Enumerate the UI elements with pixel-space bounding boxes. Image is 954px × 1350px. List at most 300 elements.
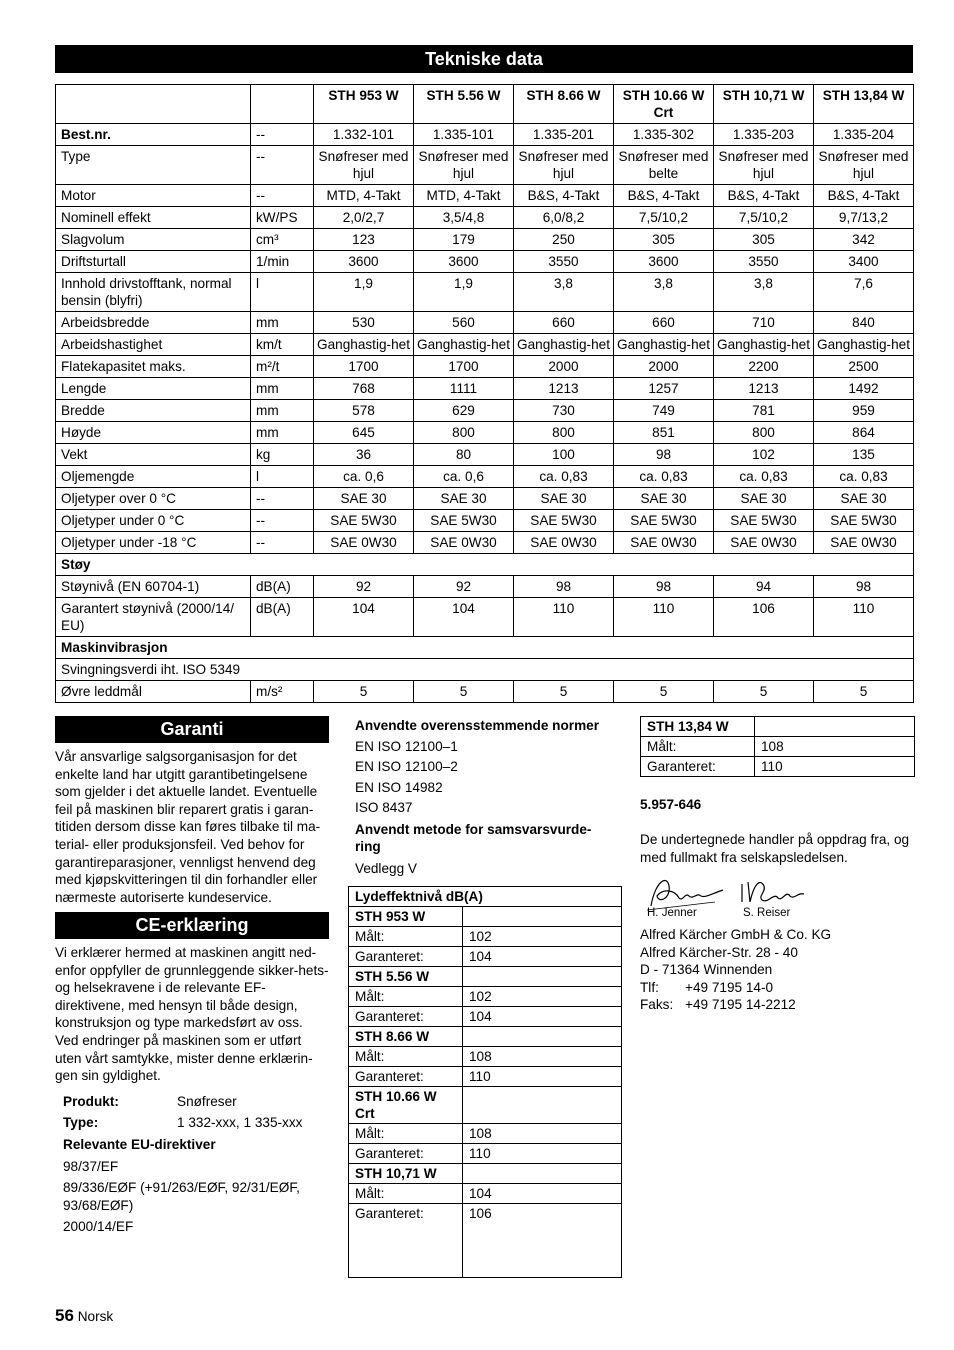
value-cell: SAE 0W30	[814, 532, 914, 554]
sound-guaranteed-row	[349, 1204, 622, 1278]
value-cell: 629	[414, 400, 514, 422]
value-cell: 110	[614, 598, 714, 637]
page-footer	[55, 1306, 113, 1326]
table-row	[56, 681, 914, 703]
table-row	[56, 356, 914, 378]
row-label: Garantert støynivå (2000/14/ EU)	[56, 598, 251, 637]
value-cell: 110	[814, 598, 914, 637]
value-cell: ca. 0,83	[614, 466, 714, 488]
value-cell: 6,0/8,2	[514, 207, 614, 229]
value-cell: 98	[614, 576, 714, 598]
guaranteed-label: Garanteret:	[641, 757, 755, 777]
table-row	[56, 273, 914, 312]
value-cell: 104	[414, 598, 514, 637]
value-cell: 3,8	[514, 273, 614, 312]
company-address	[640, 926, 914, 1014]
tech-data-table	[55, 84, 914, 703]
guaranteed-label: Garanteret:	[349, 1144, 463, 1164]
value-cell: 851	[614, 422, 714, 444]
value-cell: 7,5/10,2	[714, 207, 814, 229]
empty-cell	[463, 967, 622, 987]
value-cell: 1.335-302	[614, 124, 714, 146]
value-cell: 1.335-201	[514, 124, 614, 146]
row-unit: l	[251, 466, 314, 488]
type-row	[63, 1114, 329, 1132]
value-cell: 3,8	[714, 273, 814, 312]
section-label: Maskinvibrasjon	[56, 637, 914, 659]
value-cell: 800	[514, 422, 614, 444]
corner-cell	[56, 85, 251, 124]
sound-measured-row	[349, 1184, 622, 1204]
value-cell: 5	[414, 681, 514, 703]
address-line: Alfred Kärcher-Str. 28 - 40	[640, 944, 798, 960]
empty-cell	[463, 1164, 622, 1184]
value-cell: B&S, 4-Takt	[814, 185, 914, 207]
measured-value: 104	[463, 1184, 622, 1204]
table-section-row	[56, 554, 914, 576]
guaranteed-value: 110	[755, 757, 915, 777]
norm-item: EN ISO 12100–1	[355, 738, 458, 754]
row-label: Slagvolum	[56, 229, 251, 251]
tech-data-heading: Tekniske data	[55, 45, 913, 73]
value-cell: 98	[514, 576, 614, 598]
value-cell: 92	[414, 576, 514, 598]
guaranteed-label: Garanteret:	[349, 1204, 463, 1278]
row-label: Driftsturtall	[56, 251, 251, 273]
value-cell: 9,7/13,2	[814, 207, 914, 229]
signer-name-1: H. Jenner	[647, 907, 697, 919]
value-cell: 5	[314, 681, 414, 703]
sound-table-extra	[640, 716, 915, 777]
value-cell: 104	[314, 598, 414, 637]
value-cell: 98	[814, 576, 914, 598]
sound-guaranteed-row	[349, 1067, 622, 1087]
row-unit: m²/t	[251, 356, 314, 378]
value-cell: Snøfreser med hjul	[714, 146, 814, 185]
row-unit: --	[251, 532, 314, 554]
measured-label: Målt:	[641, 737, 755, 757]
value-cell: 660	[514, 312, 614, 334]
measured-value: 108	[755, 737, 915, 757]
sound-table	[348, 886, 622, 1278]
value-cell: 102	[714, 444, 814, 466]
sound-model-row	[349, 967, 622, 987]
sound-measured-row	[349, 927, 622, 947]
value-cell: ca. 0,83	[514, 466, 614, 488]
table-row	[56, 598, 914, 637]
value-cell: SAE 0W30	[614, 532, 714, 554]
value-cell: ca. 0,6	[314, 466, 414, 488]
table-note-row	[56, 659, 914, 681]
sound-model-row	[349, 1027, 622, 1047]
table-row	[56, 488, 914, 510]
row-label: Best.nr.	[56, 124, 251, 146]
value-cell: 530	[314, 312, 414, 334]
value-cell: SAE 30	[714, 488, 814, 510]
measured-label: Målt:	[349, 1184, 463, 1204]
empty-cell	[755, 717, 915, 737]
note-label: Svingningsverdi iht. ISO 5349	[56, 659, 914, 681]
value-cell: 250	[514, 229, 614, 251]
sound-model-row	[349, 907, 622, 927]
sound-measured-row	[349, 1124, 622, 1144]
type-value: 1 332-xxx, 1 335-xxx	[177, 1115, 303, 1131]
table-row	[56, 185, 914, 207]
value-cell: 94	[714, 576, 814, 598]
table-section-row	[56, 637, 914, 659]
sign-text: De undertegnede handler på oppdrag fra, og med fullmakt fra selskapsledelsen.	[640, 832, 910, 865]
sound-guaranteed-row	[349, 947, 622, 967]
sound-model-name: STH 10.66 W Crt	[349, 1087, 463, 1124]
value-cell: 7,6	[814, 273, 914, 312]
row-unit: mm	[251, 378, 314, 400]
sound-guaranteed-row	[641, 757, 915, 777]
row-label: Øvre leddmål	[56, 681, 251, 703]
row-label: Høyde	[56, 422, 251, 444]
row-unit: kW/PS	[251, 207, 314, 229]
value-cell: 730	[514, 400, 614, 422]
value-cell: 80	[414, 444, 514, 466]
value-cell: 800	[414, 422, 514, 444]
guaranteed-value: 110	[463, 1067, 622, 1087]
sound-measured-row	[641, 737, 915, 757]
value-cell: 749	[614, 400, 714, 422]
value-cell: 5	[614, 681, 714, 703]
empty-cell	[463, 907, 622, 927]
value-cell: 1700	[314, 356, 414, 378]
value-cell: 1700	[414, 356, 514, 378]
value-cell: 840	[814, 312, 914, 334]
value-cell: 1.335-204	[814, 124, 914, 146]
row-label: Type	[56, 146, 251, 185]
garanti-heading: Garanti	[55, 716, 329, 743]
measured-value: 102	[463, 987, 622, 1007]
value-cell: 3,8	[614, 273, 714, 312]
row-label: Motor	[56, 185, 251, 207]
sound-guaranteed-row	[349, 1007, 622, 1027]
value-cell: 3550	[514, 251, 614, 273]
row-unit: 1/min	[251, 251, 314, 273]
value-cell: Ganghastig-het	[514, 334, 614, 356]
value-cell: ca. 0,6	[414, 466, 514, 488]
value-cell: 660	[614, 312, 714, 334]
row-unit: dB(A)	[251, 598, 314, 637]
value-cell: Snøfreser med hjul	[414, 146, 514, 185]
value-cell: 1213	[714, 378, 814, 400]
norm-item: EN ISO 12100–2	[355, 759, 458, 774]
value-cell: SAE 30	[414, 488, 514, 510]
value-cell: Snøfreser med belte	[614, 146, 714, 185]
table-row	[56, 444, 914, 466]
measured-label: Målt:	[349, 987, 463, 1007]
directive-item: 98/37/EF	[63, 1158, 119, 1174]
row-unit: cm³	[251, 229, 314, 251]
value-cell: 1213	[514, 378, 614, 400]
value-cell: SAE 5W30	[414, 510, 514, 532]
phone-value: +49 7195 14-0	[685, 979, 774, 995]
value-cell: 36	[314, 444, 414, 466]
value-cell: SAE 0W30	[314, 532, 414, 554]
sound-measured-row	[349, 1047, 622, 1067]
product-row	[63, 1093, 329, 1111]
measured-value: 108	[463, 1047, 622, 1067]
row-unit: mm	[251, 312, 314, 334]
guaranteed-value: 104	[463, 1007, 622, 1027]
value-cell: 768	[314, 378, 414, 400]
measured-label: Målt:	[349, 1047, 463, 1067]
row-unit: --	[251, 488, 314, 510]
sound-model-name: STH 10,71 W	[349, 1164, 463, 1184]
row-unit: kg	[251, 444, 314, 466]
method-title: Anvendt metode for samsvarsvurde-ring	[355, 821, 592, 854]
value-cell: Ganghastig-het	[314, 334, 414, 356]
value-cell: ca. 0,83	[814, 466, 914, 488]
phone-label: Tlf:	[640, 979, 659, 995]
directive-item: 89/336/EØF (+91/263/EØF, 92/31/EØF, 93/68/EØF)	[63, 1180, 300, 1213]
empty-cell	[463, 1027, 622, 1047]
section-label: Støy	[56, 554, 914, 576]
table-row	[56, 466, 914, 488]
tech-header-row	[56, 85, 914, 124]
value-cell: 3550	[714, 251, 814, 273]
value-cell: 645	[314, 422, 414, 444]
value-cell: 305	[714, 229, 814, 251]
value-cell: 710	[714, 312, 814, 334]
value-cell: 3400	[814, 251, 914, 273]
measured-value: 102	[463, 927, 622, 947]
ce-section	[55, 944, 329, 1236]
row-label: Lengde	[56, 378, 251, 400]
row-unit: dB(A)	[251, 576, 314, 598]
garanti-text: Vår ansvarlige salgsorganisasjon for det enkelte land har utgitt garantibetingelsene som gjelder i det aktuelle landet. Eventuelle feil på maskinen blir reparert gratis i garan-titiden dersom disse kan føres tilbake til ma-terial- eller produksjonsfeil. Ved behov for garantireparasjoner, vennligst henvend deg med kjøpskvitteringen til din forhandler eller nærmeste autoriserte kundeservice.	[55, 749, 321, 905]
value-cell: 305	[614, 229, 714, 251]
value-cell: SAE 30	[814, 488, 914, 510]
value-cell: 800	[714, 422, 814, 444]
table-row	[56, 378, 914, 400]
value-cell: Ganghastig-het	[614, 334, 714, 356]
value-cell: SAE 5W30	[614, 510, 714, 532]
row-unit: km/t	[251, 334, 314, 356]
guaranteed-value: 104	[463, 947, 622, 967]
value-cell: B&S, 4-Takt	[514, 185, 614, 207]
sound-title-row	[349, 887, 622, 907]
method-value: Vedlegg V	[355, 860, 417, 876]
value-cell: 1,9	[414, 273, 514, 312]
value-cell: 179	[414, 229, 514, 251]
value-cell: 3,5/4,8	[414, 207, 514, 229]
table-row	[56, 400, 914, 422]
row-label: Bredde	[56, 400, 251, 422]
model-header: STH 8.66 W	[514, 85, 614, 124]
norms-section	[355, 716, 617, 879]
row-unit: --	[251, 146, 314, 185]
value-cell: 3600	[414, 251, 514, 273]
table-row	[56, 422, 914, 444]
value-cell: SAE 5W30	[714, 510, 814, 532]
value-cell: 7,5/10,2	[614, 207, 714, 229]
guaranteed-value: 110	[463, 1144, 622, 1164]
sound-model-row	[349, 1087, 622, 1124]
value-cell: 781	[714, 400, 814, 422]
value-cell: 1492	[814, 378, 914, 400]
row-label: Oljetyper under 0 °C	[56, 510, 251, 532]
model-header: STH 13,84 W	[814, 85, 914, 124]
table-row	[56, 576, 914, 598]
address-line: Alfred Kärcher GmbH & Co. KG	[640, 927, 832, 942]
model-header: STH 5.56 W	[414, 85, 514, 124]
value-cell: 5	[814, 681, 914, 703]
row-label: Oljemengde	[56, 466, 251, 488]
row-label: Nominell effekt	[56, 207, 251, 229]
value-cell: SAE 0W30	[714, 532, 814, 554]
value-cell: Ganghastig-het	[814, 334, 914, 356]
value-cell: 578	[314, 400, 414, 422]
value-cell: 3600	[614, 251, 714, 273]
measured-label: Målt:	[349, 1124, 463, 1144]
guaranteed-label: Garanteret:	[349, 947, 463, 967]
table-row	[56, 146, 914, 185]
value-cell: 864	[814, 422, 914, 444]
fax-label: Faks:	[640, 997, 674, 1013]
sound-model-name: STH 953 W	[349, 907, 463, 927]
value-cell: 135	[814, 444, 914, 466]
value-cell: 106	[714, 598, 814, 637]
model-header: STH 10,71 W	[714, 85, 814, 124]
value-cell: Snøfreser med hjul	[814, 146, 914, 185]
sound-model-name: STH 5.56 W	[349, 967, 463, 987]
value-cell: 342	[814, 229, 914, 251]
row-label: Arbeidshastighet	[56, 334, 251, 356]
value-cell: 100	[514, 444, 614, 466]
sound-guaranteed-row	[349, 1144, 622, 1164]
value-cell: SAE 5W30	[514, 510, 614, 532]
value-cell: 98	[614, 444, 714, 466]
table-row	[56, 312, 914, 334]
sound-model-row	[349, 1164, 622, 1184]
corner-cell	[251, 85, 314, 124]
value-cell: 1,9	[314, 273, 414, 312]
sound-model-name: STH 8.66 W	[349, 1027, 463, 1047]
fax-row	[640, 996, 914, 1014]
table-row	[56, 124, 914, 146]
value-cell: B&S, 4-Takt	[614, 185, 714, 207]
norm-item: EN ISO 14982	[355, 779, 443, 795]
directive-item: 2000/14/EF	[63, 1219, 134, 1235]
value-cell: 110	[514, 598, 614, 637]
type-label: Type:	[63, 1115, 99, 1131]
row-label: Innhold drivstofftank, normal bensin (blyfri)	[56, 273, 251, 312]
value-cell: Snøfreser med hjul	[514, 146, 614, 185]
value-cell: 123	[314, 229, 414, 251]
value-cell: ca. 0,83	[714, 466, 814, 488]
value-cell: SAE 0W30	[414, 532, 514, 554]
phone-row	[640, 979, 914, 997]
value-cell: B&S, 4-Takt	[714, 185, 814, 207]
value-cell: Snøfreser med hjul	[314, 146, 414, 185]
guaranteed-value: 106	[463, 1204, 622, 1278]
product-value: Snøfreser	[177, 1093, 237, 1109]
ce-text: Vi erklærer hermed at maskinen angitt ned-enfor oppfyller de grunnleggende sikker-hets- og helsekravene i de relevante EF-direktivene, med hensyn til både design, konstruksjon og type markedsført av oss. Ved endringer på maskinen som er utført uten vårt samtykke, mister denne erklærin-gen sin gyldighet.	[55, 945, 329, 1084]
value-cell: Ganghastig-het	[714, 334, 814, 356]
model-header: STH 953 W	[314, 85, 414, 124]
sound-title: Lydeffektnivå dB(A)	[349, 887, 622, 907]
value-cell: 2200	[714, 356, 814, 378]
value-cell: 1.335-203	[714, 124, 814, 146]
fax-value: +49 7195 14-2212	[685, 997, 796, 1013]
value-cell: 3600	[314, 251, 414, 273]
row-label: Støynivå (EN 60704-1)	[56, 576, 251, 598]
value-cell: 2000	[514, 356, 614, 378]
value-cell: SAE 30	[614, 488, 714, 510]
norm-item: ISO 8437	[355, 800, 413, 815]
row-unit: --	[251, 185, 314, 207]
doc-number: 5.957-646	[640, 797, 702, 812]
row-unit: --	[251, 510, 314, 532]
ce-heading: CE-erklæring	[55, 912, 329, 939]
value-cell: 1.332-101	[314, 124, 414, 146]
row-label: Vekt	[56, 444, 251, 466]
row-label: Oljetyper under -18 °C	[56, 532, 251, 554]
guaranteed-label: Garanteret:	[349, 1067, 463, 1087]
value-cell: SAE 5W30	[814, 510, 914, 532]
value-cell: MTD, 4-Takt	[414, 185, 514, 207]
value-cell: 1257	[614, 378, 714, 400]
table-row	[56, 207, 914, 229]
sound-model-row	[641, 717, 915, 737]
row-label: Oljetyper over 0 °C	[56, 488, 251, 510]
value-cell: 2,0/2,7	[314, 207, 414, 229]
value-cell: 1111	[414, 378, 514, 400]
product-label: Produkt:	[63, 1093, 119, 1109]
value-cell: 1.335-101	[414, 124, 514, 146]
table-row	[56, 251, 914, 273]
value-cell: SAE 0W30	[514, 532, 614, 554]
measured-label: Målt:	[349, 927, 463, 947]
footer-language: Norsk	[77, 1309, 114, 1324]
signer-name-2: S. Reiser	[743, 907, 791, 919]
value-cell: 5	[714, 681, 814, 703]
sound-measured-row	[349, 987, 622, 1007]
row-unit: mm	[251, 422, 314, 444]
value-cell: Ganghastig-het	[414, 334, 514, 356]
value-cell: SAE 5W30	[314, 510, 414, 532]
row-unit: l	[251, 273, 314, 312]
guaranteed-label: Garanteret:	[349, 1007, 463, 1027]
row-label: Flatekapasitet maks.	[56, 356, 251, 378]
table-row	[56, 532, 914, 554]
value-cell: SAE 30	[514, 488, 614, 510]
table-row	[56, 334, 914, 356]
value-cell: 2500	[814, 356, 914, 378]
empty-cell	[463, 1087, 622, 1124]
norms-title: Anvendte overensstemmende normer	[355, 718, 600, 733]
row-unit: m/s²	[251, 681, 314, 703]
model-header: STH 10.66 W Crt	[614, 85, 714, 124]
value-cell: 92	[314, 576, 414, 598]
row-label: Arbeidsbredde	[56, 312, 251, 334]
value-cell: MTD, 4-Takt	[314, 185, 414, 207]
page-number: 56	[55, 1306, 74, 1325]
address-line: D - 71364 Winnenden	[640, 962, 773, 978]
row-unit: mm	[251, 400, 314, 422]
value-cell: SAE 30	[314, 488, 414, 510]
value-cell: 959	[814, 400, 914, 422]
sound-model-name: STH 13,84 W	[641, 717, 755, 737]
measured-value: 108	[463, 1124, 622, 1144]
row-unit: --	[251, 124, 314, 146]
table-row	[56, 510, 914, 532]
table-row	[56, 229, 914, 251]
